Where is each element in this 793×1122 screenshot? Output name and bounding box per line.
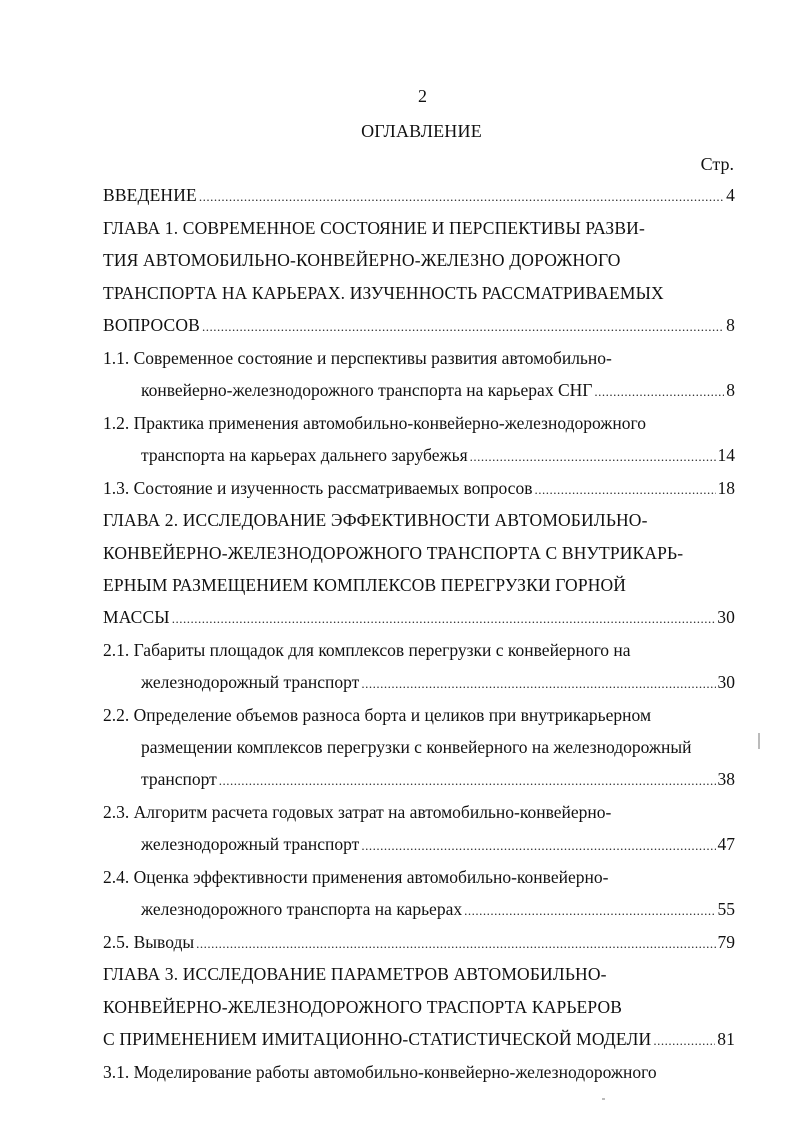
toc-entry-text: размещении комплексов перегрузки с конвейерного на железнодорожный (141, 737, 692, 757)
dot-leader (464, 900, 715, 922)
dot-leader (199, 186, 724, 208)
toc-entry-text: 2.1. Габариты площадок для комплексов перегрузки с конвейерного на (103, 640, 631, 660)
toc-title: ОГЛАВЛЕНИЕ (361, 121, 482, 141)
toc-entry-introduction[interactable] (103, 184, 735, 208)
toc-section-2-2-line-3[interactable] (141, 768, 735, 792)
toc-chapter-2-line-2[interactable] (103, 542, 735, 566)
toc-chapter-1-line-3[interactable] (103, 282, 735, 306)
dot-leader (202, 316, 724, 338)
toc-chapter-2-line-1[interactable] (103, 509, 735, 533)
toc-section-2-4-line-2[interactable] (141, 898, 735, 922)
toc-section-2-1-line-2[interactable] (141, 671, 735, 695)
toc-entry-text: железнодорожного транспорта на карьерах (141, 899, 463, 919)
toc-entry-text: ТРАНСПОРТА НА КАРЬЕРАХ. ИЗУЧЕННОСТЬ РАССМАТРИВАЕМЫХ (103, 283, 664, 303)
toc-entry-text: 1.1. Современное состояние и перспективы развития автомобильно- (103, 348, 612, 368)
toc-entry-text: 2.3. Алгоритм расчета годовых затрат на автомобильно-конвейерно- (103, 802, 612, 822)
toc-chapter-1-line-1[interactable] (103, 217, 735, 241)
dot-leader (361, 835, 715, 857)
toc-chapter-1-line-4[interactable] (103, 314, 735, 338)
dot-leader (219, 770, 716, 792)
toc-chapter-3-line-3[interactable] (103, 1028, 735, 1052)
toc-entry-text: 1.2. Практика применения автомобильно-конвейерно-железнодорожного (103, 413, 646, 433)
toc-entry-text: 2.4. Оценка эффективности применения автомобильно-конвейерно- (103, 867, 609, 887)
dot-leader (172, 608, 716, 630)
toc-entry-text: ВОПРОСОВ (103, 315, 200, 335)
toc-entry-page: 79 (717, 932, 735, 952)
toc-section-2-3-line-1[interactable] (103, 801, 735, 825)
toc-section-2-2-line-2[interactable] (141, 736, 735, 760)
toc-entry-page: 8 (726, 380, 735, 400)
toc-entry-page: 81 (717, 1029, 735, 1049)
toc-entry-page: 18 (717, 478, 735, 498)
dot-leader (594, 381, 724, 403)
toc-entry-text: 2.5. Выводы (103, 932, 195, 952)
toc-section-1-2-line-1[interactable] (103, 412, 735, 436)
toc-entry-text: 3.1. Моделирование работы автомобильно-конвейерно-железнодорожного (103, 1062, 657, 1082)
toc-entry-text: МАССЫ (103, 607, 170, 627)
toc-entry-page: 8 (726, 315, 735, 335)
toc-section-2-3-line-2[interactable] (141, 833, 735, 857)
dot-leader (653, 1030, 715, 1052)
toc-chapter-3-line-2[interactable] (103, 996, 735, 1020)
toc-entry-text: 1.3. Состояние и изученность рассматриваемых вопросов (103, 478, 533, 498)
toc-chapter-1-line-2[interactable] (103, 249, 735, 273)
toc-entry-text: транспорт (141, 769, 217, 789)
page-number: 2 (418, 86, 427, 106)
toc-entry-text: КОНВЕЙЕРНО-ЖЕЛЕЗНОДОРОЖНОГО ТРАНСПОРТА С ВНУТРИКАРЬ- (103, 543, 684, 563)
toc-section-2-1-line-1[interactable] (103, 639, 735, 663)
toc-entry-text: ГЛАВА 2. ИССЛЕДОВАНИЕ ЭФФЕКТИВНОСТИ АВТОМОБИЛЬНО- (103, 510, 648, 530)
toc-entry-text: КОНВЕЙЕРНО-ЖЕЛЕЗНОДОРОЖНОГО ТРАСПОРТА КАРЬЕРОВ (103, 997, 623, 1017)
toc-section-1-1-line-2[interactable] (141, 379, 735, 403)
toc-section-1-2-line-2[interactable] (141, 444, 735, 468)
toc-section-2-2-line-1[interactable] (103, 704, 735, 728)
toc-entry-text: конвейерно-железнодорожного транспорта на карьерах СНГ (141, 380, 593, 400)
toc-chapter-3-line-1[interactable] (103, 963, 735, 987)
scan-speck (602, 1098, 605, 1100)
dot-leader (470, 446, 716, 468)
toc-entry-page: 47 (717, 834, 735, 854)
toc-entry-page: 4 (726, 185, 735, 205)
toc-entry-text: железнодорожный транспорт (141, 672, 360, 692)
dot-leader (361, 673, 715, 695)
toc-section-1-3[interactable] (103, 477, 735, 501)
toc-entry-page: 30 (717, 607, 735, 627)
toc-entry-text: С ПРИМЕНЕНИЕМ ИМИТАЦИОННО-СТАТИСТИЧЕСКОЙ МОДЕЛИ (103, 1029, 652, 1049)
toc-entry-text: железнодорожный транспорт (141, 834, 360, 854)
toc-entry-page: 38 (717, 769, 735, 789)
toc-entry-page: 30 (717, 672, 735, 692)
toc-entry-text: ТИЯ АВТОМОБИЛЬНО-КОНВЕЙЕРНО-ЖЕЛЕЗНО ДОРОЖНОГО (103, 250, 621, 270)
toc-section-2-5[interactable] (103, 931, 735, 955)
scan-speck (758, 733, 760, 749)
page-column-label: Стр. (700, 154, 734, 174)
dot-leader (534, 479, 715, 501)
toc-section-3-1-line-1[interactable] (103, 1061, 735, 1085)
toc-entry-text: ГЛАВА 1. СОВРЕМЕННОЕ СОСТОЯНИЕ И ПЕРСПЕКТИВЫ РАЗВИ- (103, 218, 645, 238)
toc-section-1-1-line-1[interactable] (103, 347, 735, 371)
toc-chapter-2-line-3[interactable] (103, 574, 735, 598)
toc-entry-text: ЕРНЫМ РАЗМЕЩЕНИЕМ КОМПЛЕКСОВ ПЕРЕГРУЗКИ ГОРНОЙ (103, 575, 627, 595)
toc-entry-page: 14 (717, 445, 735, 465)
toc-section-2-4-line-1[interactable] (103, 866, 735, 890)
toc-entry-text: ГЛАВА 3. ИССЛЕДОВАНИЕ ПАРАМЕТРОВ АВТОМОБИЛЬНО- (103, 964, 607, 984)
toc-chapter-2-line-4[interactable] (103, 606, 735, 630)
toc-entry-text: 2.2. Определение объемов разноса борта и целиков при внутрикарьерном (103, 705, 652, 725)
toc-entry-text: транспорта на карьерах дальнего зарубежья (141, 445, 468, 465)
toc-entry-page: 55 (717, 899, 735, 919)
toc-entry-text: ВВЕДЕНИЕ (103, 185, 197, 205)
dot-leader (196, 933, 715, 955)
